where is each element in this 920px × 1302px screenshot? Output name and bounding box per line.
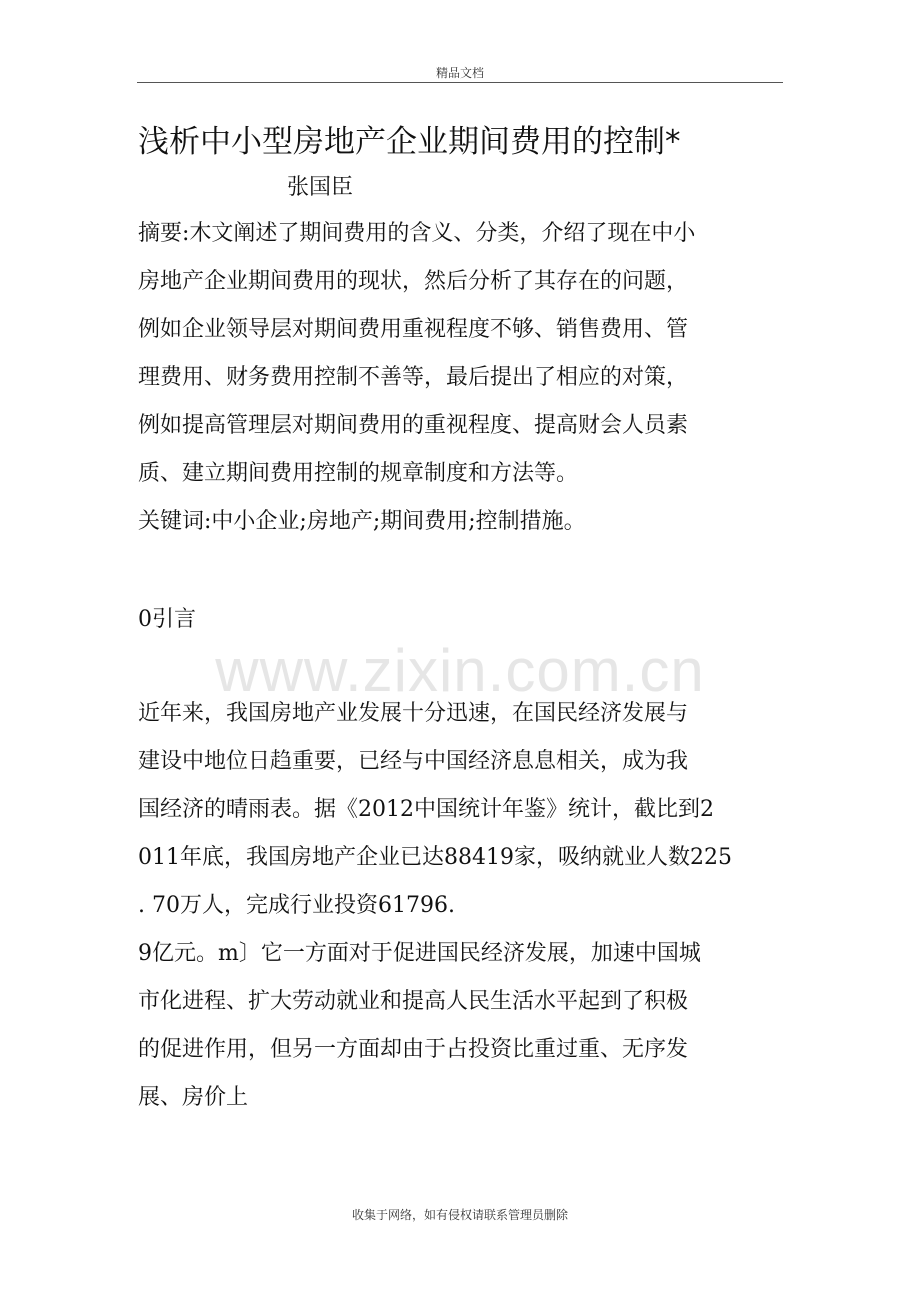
document-title: 浅析中小型房地产企业期间费用的控制*: [138, 124, 681, 160]
body-paragraph: [138, 690, 778, 1122]
document-author: 张国臣: [287, 175, 354, 200]
header-divider: [137, 82, 783, 83]
body-line: 近年来，我国房地产业发展十分迅速，在国民经济发展与: [138, 701, 689, 726]
abstract-line: 例如提高管理层对期间费用的重视程度、提高财会人员素: [138, 413, 689, 438]
watermark-text: www.zixin.com.cn: [215, 637, 705, 704]
abstract-line: 质、建立期间费用控制的规章制度和方法等。: [138, 461, 579, 486]
abstract-line: 理费用、财务费用控制不善等，最后提出了相应的对策，: [138, 365, 689, 390]
body-line: 9亿元。m〕它一方面对于促进国民经济发展，加速中国城: [138, 941, 701, 966]
body-line: 011年底，我国房地产企业已达88419家，吸纳就业人数225: [138, 845, 732, 870]
section-heading-introduction: 0引言: [138, 607, 196, 632]
abstract-line: 摘要:木文阐述了期间费用的含义、分类，介绍了现在中小: [138, 221, 696, 246]
body-line: 展、房价上: [138, 1085, 249, 1110]
page-footer-text: 收集于网络，如有侵权请联系管理员删除: [351, 1208, 568, 1222]
abstract-line: 房地产企业期间费用的现状，然后分析了其存在的问题，: [138, 269, 689, 294]
body-line: 的促进作用，但另一方面却由于占投资比重过重、无序发: [138, 1037, 689, 1062]
keywords-paragraph: [138, 498, 778, 546]
keywords-line: 关键词:中小企业;房地产;期间费用;控制措施。: [138, 509, 586, 534]
body-line: 市化进程、扩大劳动就业和提高人民生活水平起到了积极: [138, 989, 689, 1014]
body-line: 建设中地位日趋重要，已经与中国经济息息相关，成为我: [138, 749, 689, 774]
body-line: . 70万人，完成行业投资61796.: [138, 893, 455, 918]
body-line: 国经济的晴雨表。据《2012中国统计年鉴》统计，截比到2: [138, 797, 714, 822]
page-header-text: 精品文档: [435, 66, 484, 80]
abstract-paragraph: [138, 210, 778, 498]
abstract-line: 例如企业领导层对期间费用重视程度不够、销售费用、管: [138, 317, 689, 342]
